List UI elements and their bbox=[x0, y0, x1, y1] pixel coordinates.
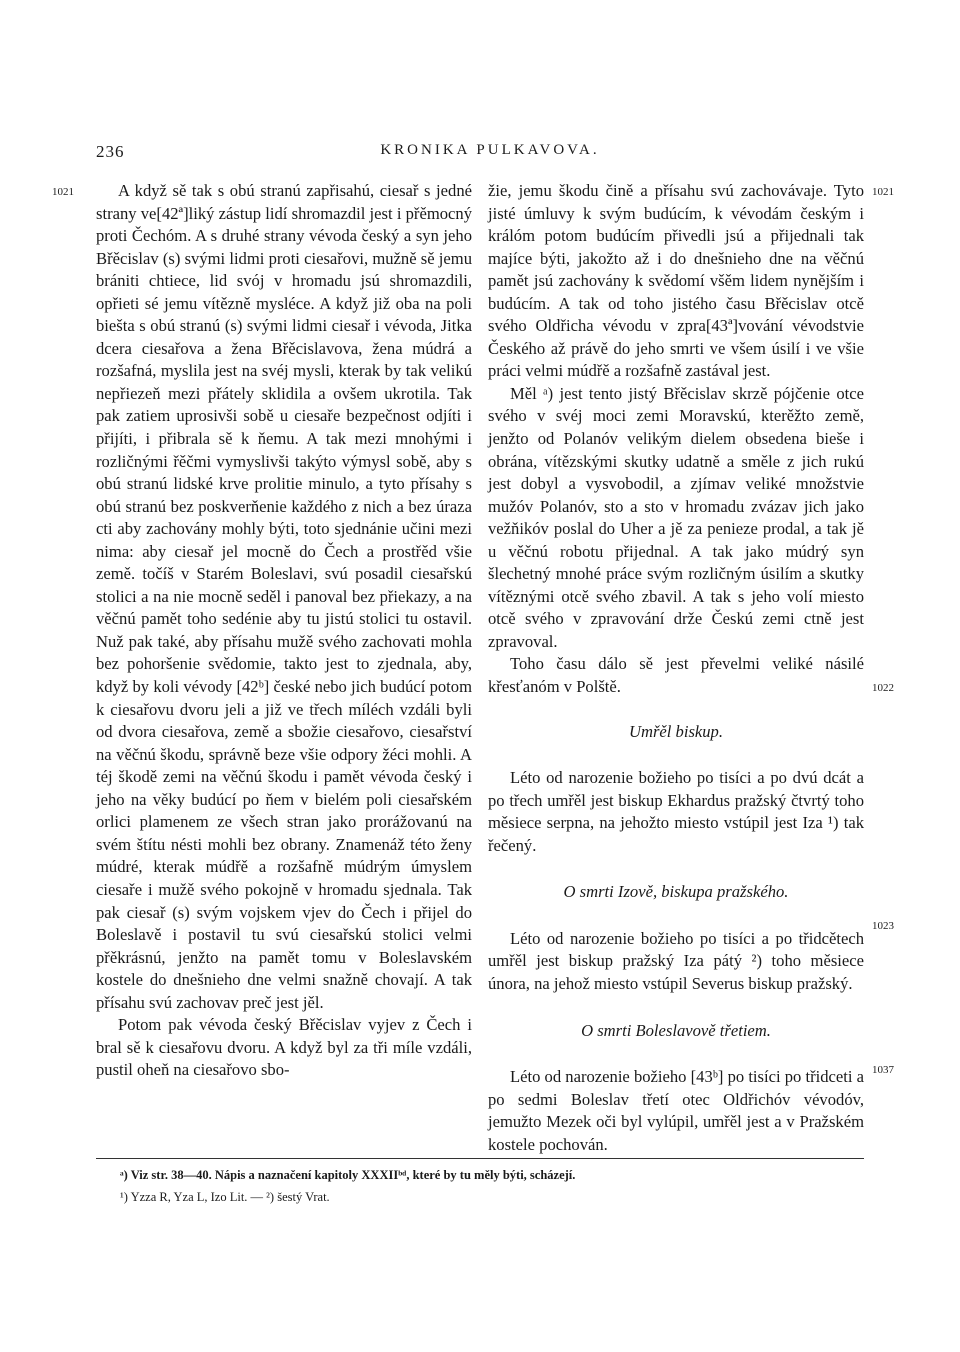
section-heading-smrt-izove: O smrti Izově, biskupa pražského. bbox=[563, 882, 789, 902]
footnote-1-2: ¹) Yzza R, Yza L, Izo Lit. — ²) šestý Vrat. bbox=[120, 1190, 330, 1204]
margin-year-right-1021: 1021 bbox=[872, 186, 894, 198]
footnote-a: ᵃ) Viz str. 38—40. Nápis a naznačení kapitoly XXXIIᵇᵈ, které by tu měly býti, scházejí. bbox=[120, 1168, 576, 1182]
right-paragraph-2: Měl ᵃ) jest tento jistý Břěcislav skrzě pójčenie otce svého v svéj moci zemi Moravskú, kterěžto země, jenžto od Polanóv velikým dielem obsedena bieše i obrána, vítězskými skutky udatně a směle z jich rukú jest dobyl a vysvobodil, a zjímav veliké množstvie mužóv Polanóv, sto a sto v hromadu zvázav jich jako vežňikóv poslal do Uher a jě za penieze prodal, a tak jě u věčnú robotu přijednal. A tak jako múdrý syn šlechetný mnohé práce svým rozličným úsilím a skutky vítěznými otcě svého zbavil. A tak s jeho volí miesto otcě svého v zpravování drže Českú zemi ctně jest zpravoval. bbox=[488, 383, 864, 651]
margin-year-right-1023: 1023 bbox=[872, 920, 894, 932]
right-column bbox=[488, 180, 864, 1156]
section-heading-smrt-boleslavove: O smrti Boleslavově třetiem. bbox=[581, 1020, 771, 1040]
right-paragraph-5: Léto od narozenie božieho po tisíci a po třidcětech umřěl jest biskup pražský Iza pátý ²) toho měsiece února, na jehož miesto vstúpil Severus biskup pražský. bbox=[488, 928, 864, 993]
footnote-rule bbox=[96, 1158, 864, 1159]
running-title: KRONIKA PULKAVOVA. bbox=[380, 142, 600, 158]
right-paragraph-6: Léto od narozenie božieho [43ᵇ] po tisíci po třidceti a po sedmi Boleslav třetí otec Oldřichóv vévodóv, jemužto Mezek oči byl vylúpil, umřěl jest a v Pražském kostele pochován. bbox=[488, 1067, 864, 1154]
left-paragraph-2: Potom pak vévoda český Břěcislav vyjev z Čech i bral sě k ciesařovu dvoru. A když byl za tři míle vzdáli, pustil oheň na ciesařovo sbo- bbox=[96, 1015, 472, 1080]
section-heading-umrel-biskup: Umřěl biskup. bbox=[628, 721, 724, 741]
left-column bbox=[96, 180, 472, 1082]
margin-year-right-1022: 1022 bbox=[872, 682, 894, 694]
right-paragraph-3: Toho času dálo sě jest převelmi veliké násilé křesťanóm v Polště. bbox=[488, 654, 864, 697]
page-number: 236 bbox=[96, 142, 125, 161]
right-paragraph-4: Léto od narozenie božieho po tisíci a po dvú dcát a po třech umřěl jest biskup Ekhardus pražský čtvrtý toho měsiece serpna, na jehožto miesto vstúpil jest Iza ¹) tak řečený. bbox=[488, 768, 864, 855]
margin-year-right-1037: 1037 bbox=[872, 1064, 894, 1076]
left-paragraph-1: A když sě tak s obú stranú zapřisahú, ciesař s jedné strany ve[42ª]liký zástup lidí shromazdil jest i přěmocný proti Čechóm. A s druhé strany vévoda český a syn jeho Břěcislav (s) svými lidmi proti ciesařovi, mužně sě jemu brániti chtiece, lid svój v hromadu jsú shromazdili, opřieti sé jemu vítězně mysléce. A když již oba na poli biešta s obú stranú (s) svými lidmi ciesař i vévoda, Jitka dcera ciesařova a žena Břěcislavova, žena múdrá a rozšafná, myslila jest na svéj mysli, kterak by tak velikú nepřiezeň mezi přátely sklidila a ovšem ukrotila. Tak pak zatiem uprosivši sobě u ciesaře bezpečnost odjíti i přijíti, i přibrala sě k ňemu. A tak mezi mnohými i rozličnými řěčmi vymyslivši takýto výmysl sobě, aby s obú stranú lidské krve prolitie minulo, a tyto přísahy s obú stranú bez poskverňenie každého z nich a bez úraza cti aby zachovány mohly býti, toto sjednánie učini mezi nima: aby ciesař jel mocně do Čech a prostřěd všie země. točíš v Starém Boleslavi, svú posadil ciesařskú stolici a na nie mocně seděl i panoval bez přiekazy, a na věčnú pamět toho sedénie aby tu jistú stolici tu ostavil. Nuž pak také, aby přísahu mužě svého zachovati mohla bez pohoršenie svědomie, takto jest to zjednala, aby, když by koli vévody [42ᵇ] české nebo jich budúcí potom k ciesařovu dvoru jeli a již ve třech míléch vzdáli byli od dvora ciesařova, země a sbožie ciesařovo, ciesařství na věčnú škodu, správně beze všie odpory žéci mohli. A téj škodě zemi na věčnú škodu i pamět vévoda český i jeho na věky budúcí po ňem v bielém poli ciesařském orlici plamenem ze všech stran jako prorážovanú na svém štítu nésti mohli bez obrany. Znamenáž této ženy múdré, kterak múdřě a rozšafně múdrým úmyslem ciesaře i mužě svého pokojně v hromadu sjednala. Tak pak ciesař (s) svým vojskem vjev do Čech i přijel do Boleslavě i postavil tu svú ciesařskú stolici velmi přěkrásnú, jenžto na pamět tomu v Boleslavském kostele do dnešnieho dne velmi snažně chovají. A tak přísahu svú zachovav preč jest jěl. bbox=[96, 181, 472, 1012]
footnotes bbox=[120, 1164, 880, 1208]
margin-year-left-1021: 1021 bbox=[52, 186, 74, 198]
right-paragraph-1: žie, jemu škodu čině a přísahu svú zachovávaje. Tyto jisté úmluvy k svým budúcím, k vévodám českým i králóm potom budúcím přivedli jsú a přijednali tak majíce býti, jakožto až i do dnešnieho dne na věčnú pamět jsú zachovány k svědomí všěm lidem nynějším i budúcím. A tak od toho jistého času Břěcislav otcě svého Oldřicha vévodu v zpra[43ª]vování vévodstvie Českého až právě do jeho smrti ve všem úsilí i ve všie práci velmi múdřě a rozšafně zastával jest. bbox=[488, 181, 864, 381]
